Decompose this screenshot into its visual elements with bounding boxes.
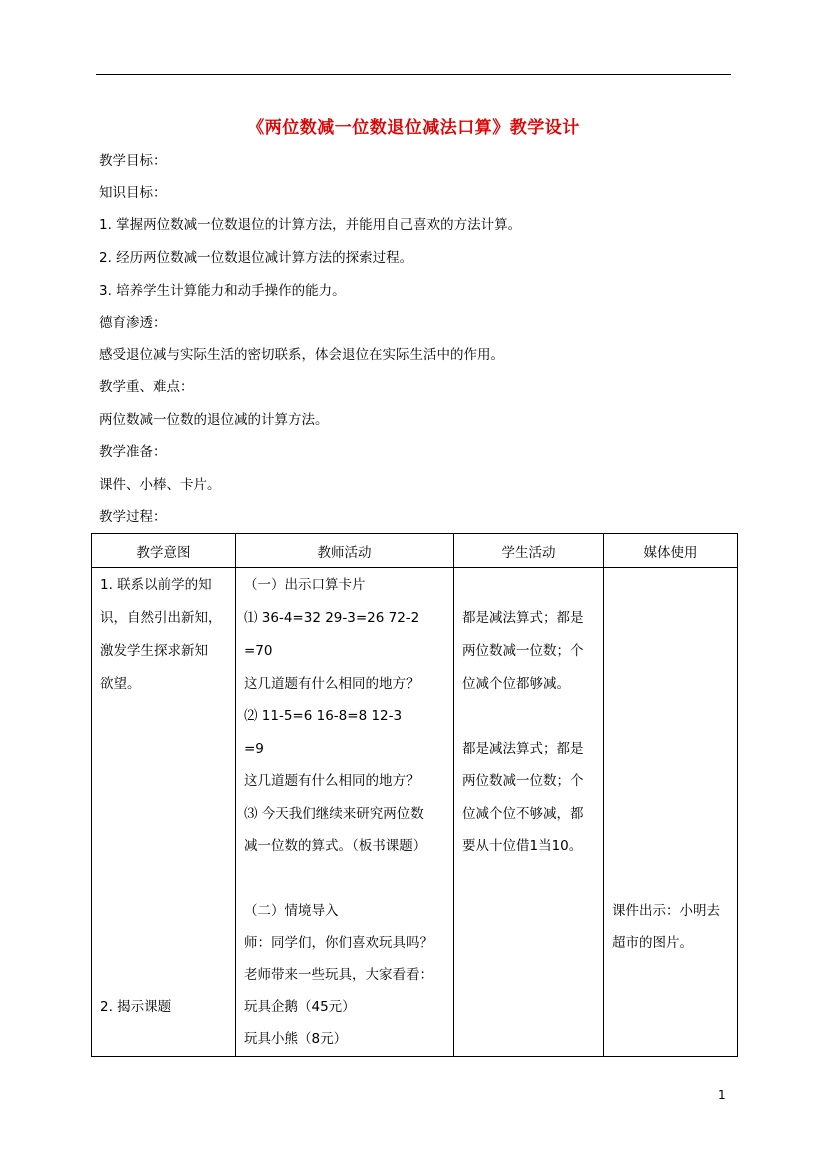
teacher-line: （一）出示口算卡片 <box>244 577 366 593</box>
student-line: 位减个位不够减，都 <box>462 806 584 822</box>
page-number: 1 <box>718 1088 726 1102</box>
table-row <box>92 568 738 1057</box>
teacher-line: 这几道题有什么相同的地方？ <box>244 773 420 789</box>
goal-heading: 教学目标： <box>99 153 167 169</box>
header-rule <box>96 74 731 75</box>
teacher-line: 玩具企鹅（45元） <box>244 999 356 1015</box>
key-points-text: 两位数减一位数的退位减的计算方法。 <box>99 412 329 428</box>
knowledge-heading: 知识目标： <box>99 185 167 201</box>
teacher-line: =70 <box>244 643 273 659</box>
process-heading: 教学过程： <box>99 509 167 525</box>
media-use-cell <box>604 568 738 1057</box>
goal-item-3: 3. 培养学生计算能力和动手操作的能力。 <box>99 283 346 299</box>
intent-cell <box>92 568 236 1057</box>
intent-line: 激发学生探求新知 <box>100 643 208 659</box>
intent-line: 2. 揭示课题 <box>100 999 172 1015</box>
teacher-line: ⑶ 今天我们继续来研究两位数 <box>244 806 424 822</box>
teacher-line: （二）情境导入 <box>244 903 339 919</box>
student-activity-cell <box>454 568 604 1057</box>
student-line: 两位数减一位数；个 <box>462 773 584 789</box>
teacher-line: ⑴ 36-4=32 29-3=26 72-2 <box>244 610 420 626</box>
header-student-activity: 学生活动 <box>454 534 604 568</box>
goal-item-2: 2. 经历两位数减一位数退位减计算方法的探索过程。 <box>99 250 414 266</box>
student-line: 要从十位借1当10。 <box>462 838 583 854</box>
header-media-use: 媒体使用 <box>604 534 738 568</box>
student-line: 都是减法算式；都是 <box>462 741 584 757</box>
header-teacher-activity: 教师活动 <box>236 534 454 568</box>
teacher-line: 这几道题有什么相同的地方？ <box>244 676 420 692</box>
student-line: 位减个位都够减。 <box>462 676 570 692</box>
teacher-line: =9 <box>244 741 264 757</box>
preparation-heading: 教学准备： <box>99 444 167 460</box>
moral-heading: 德育渗透： <box>99 315 167 331</box>
preparation-text: 课件、小棒、卡片。 <box>99 477 221 493</box>
header-intent: 教学意图 <box>92 534 236 568</box>
lesson-process-table <box>91 533 738 1057</box>
media-line: 课件出示：小明去 <box>612 903 720 919</box>
intent-line: 欲望。 <box>100 676 141 692</box>
intent-line: 识，自然引出新知， <box>100 610 222 626</box>
key-points-heading: 教学重、难点： <box>99 379 194 395</box>
moral-text: 感受退位减与实际生活的密切联系，体会退位在实际生活中的作用。 <box>99 347 504 363</box>
teacher-activity-cell <box>236 568 454 1057</box>
media-line: 超市的图片。 <box>612 935 693 951</box>
student-line: 都是减法算式；都是 <box>462 610 584 626</box>
teacher-line: 老师带来一些玩具，大家看看： <box>244 967 433 983</box>
document-title: 《两位数减一位数退位减法口算》教学设计 <box>247 118 580 138</box>
teacher-line: ⑵ 11-5=6 16-8=8 12-3 <box>244 708 403 724</box>
table-header-row <box>92 534 738 568</box>
teacher-line: 师：同学们，你们喜欢玩具吗？ <box>244 935 433 951</box>
intent-line: 1. 联系以前学的知 <box>100 577 212 593</box>
teacher-line: 玩具小熊（8元） <box>244 1031 348 1047</box>
student-line: 两位数减一位数；个 <box>462 643 584 659</box>
goal-item-1: 1. 掌握两位数减一位数退位的计算方法，并能用自己喜欢的方法计算。 <box>99 217 522 233</box>
teacher-line: 减一位数的算式。（板书课题） <box>244 838 427 854</box>
